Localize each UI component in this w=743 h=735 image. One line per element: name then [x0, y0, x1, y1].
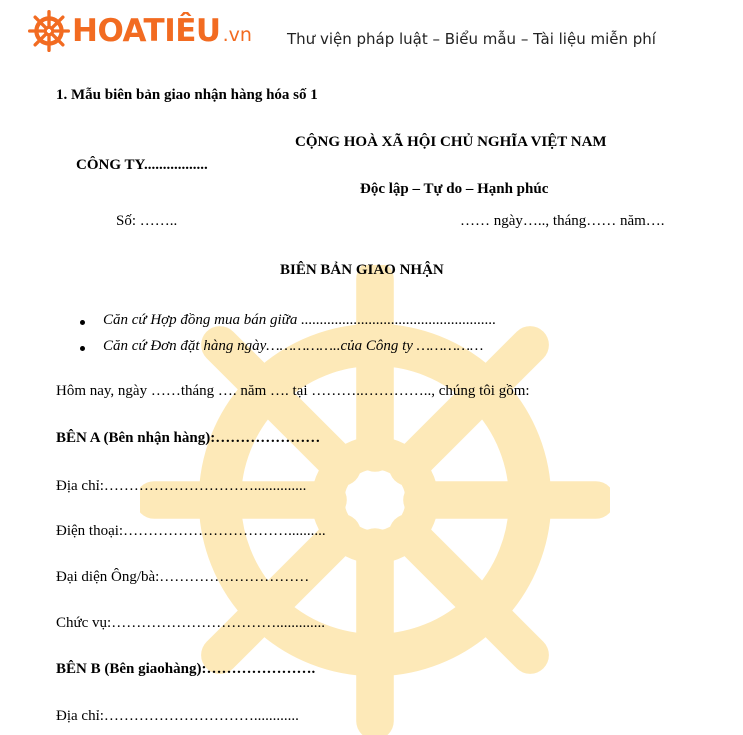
party-b-address: Địa chỉ:…………………………............: [56, 708, 299, 724]
party-a-position: Chức vụ:…………………………….............: [56, 615, 325, 631]
company-name: CÔNG TY.................: [76, 157, 208, 173]
logo-suffix: .vn: [222, 24, 252, 46]
nation-title: CỘNG HOÀ XÃ HỘI CHỦ NGHĨA VIỆT NAM: [295, 134, 607, 150]
site-tagline: Thư viện pháp luật – Biểu mẫu – Tài liệu miễn phí: [287, 30, 656, 48]
party-a-phone: Điện thoại:……………………………..........: [56, 523, 326, 539]
party-b-heading: BÊN B (Bên giaohàng):………………….: [56, 661, 316, 677]
document-number: Số: ……..: [116, 213, 178, 229]
basis-item: Căn cứ Đơn đặt hàng ngày……………..của Công ty ……………: [103, 338, 484, 354]
party-a-address: Địa chỉ:…………………………..............: [56, 478, 307, 494]
party-a-representative: Đại diện Ông/bà:…………………………: [56, 569, 310, 585]
site-header: [0, 0, 743, 80]
motto: Độc lập – Tự do – Hạnh phúc: [360, 181, 549, 197]
bullet-marker: [80, 346, 85, 351]
bullet-marker: [80, 320, 85, 325]
section-title: 1. Mẫu biên bản giao nhận hàng hóa số 1: [56, 87, 318, 103]
ship-wheel-icon: [28, 10, 70, 52]
party-a-heading: BÊN A (Bên nhận hàng):…………………: [56, 430, 321, 446]
basis-item: Căn cứ Hợp đồng mua bán giữa ....................................................: [103, 312, 497, 328]
logo-text: HOATIÊU: [72, 13, 221, 49]
site-logo[interactable]: [28, 10, 252, 52]
intro-line: Hôm nay, ngày ……tháng …. năm …. tại ………..………….., chúng tôi gồm:: [56, 383, 530, 399]
document-title: BIÊN BẢN GIAO NHẬN: [280, 262, 444, 278]
document-date: …… ngày….., tháng…… năm….: [460, 213, 665, 229]
